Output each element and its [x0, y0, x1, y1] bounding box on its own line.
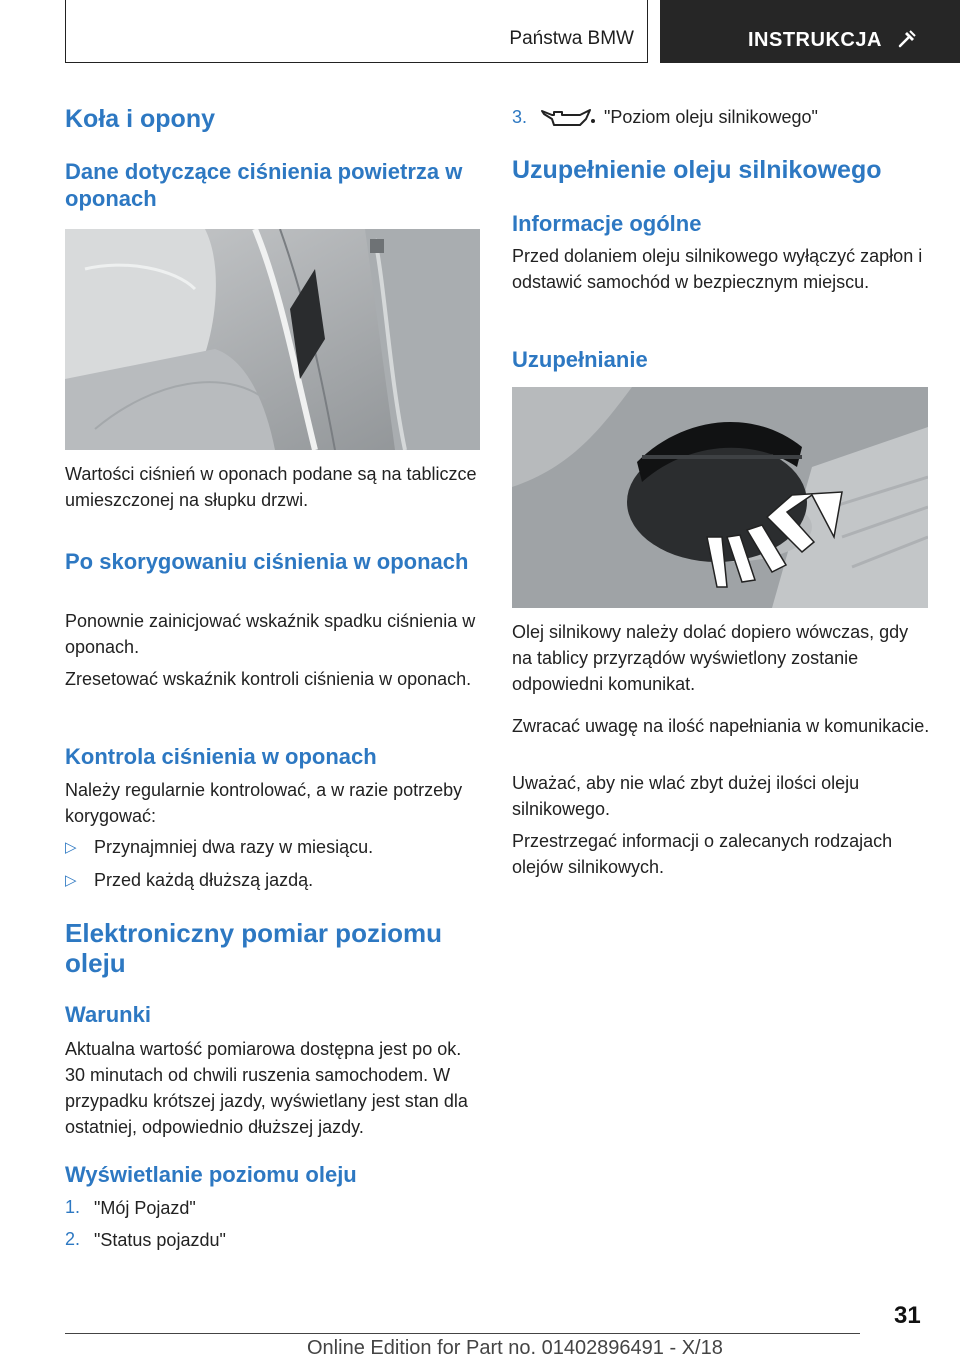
refill-paragraph-1: Olej silnikowy należy dolać dopiero wówczas, gdy na tablicy przyrządów wyświetlony zostanie odpowiedni komunikat. — [512, 622, 909, 694]
tire-pressure-caption: Wartości ciśnień w oponach podane są na tabliczce umieszczonej na słupku drzwi. — [65, 464, 477, 510]
bullet-marker: ▷ — [65, 839, 77, 856]
general-info-heading: Informacje ogólne — [512, 211, 702, 236]
step-text: "Status pojazdu" — [94, 1230, 226, 1250]
refilling-heading: Uzupełnianie — [512, 347, 648, 372]
general-info-paragraph: Przed dolaniem oleju silnikowego wyłączyć zapłon i odstawić samochód w bezpiecznym miejscu. — [512, 246, 923, 292]
after-adjust-paragraph-2: Zresetować wskaźnik kontroli ciśnienia w oponach. — [65, 669, 472, 689]
door-pillar-illustration — [65, 229, 480, 450]
step-text: "Mój Pojazd" — [94, 1198, 196, 1218]
refill-paragraph-3: Uważać, aby nie wlać zbyt dużej ilości oleju silnikowego. — [512, 773, 860, 819]
conditions-paragraph: Aktualna wartość pomiarowa dostępna jest po ok. 30 minutach od chwili ruszenia samochodem. W przypadku krótszej jazdy, wyświetlany jest stan dla ostatniej, odpowiednio dłuższej jazdy. — [65, 1039, 468, 1137]
oil-display-heading: Wyświetlanie poziomu oleju — [65, 1162, 357, 1187]
page-number: 31 — [894, 1302, 921, 1329]
oil-level-heading: Elektroniczny pomiar poziomu oleju — [65, 918, 443, 978]
tire-pressure-heading: Dane dotyczące ciśnienia powietrza w oponach — [65, 159, 463, 211]
after-adjust-heading: Po skorygowaniu ciśnienia w oponach — [65, 549, 469, 574]
oil-can-icon — [540, 107, 596, 129]
pressure-check-heading: Kontrola ciśnienia w oponach — [65, 744, 377, 769]
conditions-heading: Warunki — [65, 1002, 151, 1027]
refill-paragraph-4: Przestrzegać informacji o zalecanych rodzajach olejów silnikowych. — [512, 831, 893, 877]
bullet-item: Przynajmniej dwa razy w miesiącu. — [94, 837, 374, 857]
page-title: Koła i opony — [65, 105, 215, 133]
footer-divider — [65, 1333, 860, 1334]
oil-filler-cap-illustration — [512, 387, 928, 608]
oil-filler-cap-image — [512, 387, 928, 608]
refill-oil-heading: Uzupełnienie oleju silnikowego — [512, 156, 882, 184]
door-pillar-label-image — [65, 229, 480, 450]
footer-edition: Online Edition for Part no. 01402896491 - X/18 — [307, 1337, 723, 1359]
pressure-check-paragraph: Należy regularnie kontrolować, a w razie potrzeby korygować: — [65, 780, 463, 826]
tab-label: INSTRUKCJA — [748, 29, 882, 51]
after-adjust-paragraph-1: Ponownie zainicjować wskaźnik spadku ciśnienia w oponach. — [65, 611, 476, 657]
step-number: 2. — [65, 1229, 81, 1249]
wrench-hammer-icon — [896, 28, 918, 50]
refill-paragraph-2: Zwracać uwagę na ilość napełniania w komunikacie. — [512, 716, 930, 736]
bullet-marker: ▷ — [65, 872, 77, 889]
tab-instrukcja[interactable] — [660, 0, 960, 63]
step-number: 3. — [512, 107, 528, 127]
step-number: 1. — [65, 1197, 81, 1217]
bullet-item: Przed każdą dłuższą jazdą. — [94, 870, 314, 890]
step-text: "Poziom oleju silnikowego" — [604, 107, 818, 127]
header-section-title: Państwa BMW — [509, 28, 634, 49]
